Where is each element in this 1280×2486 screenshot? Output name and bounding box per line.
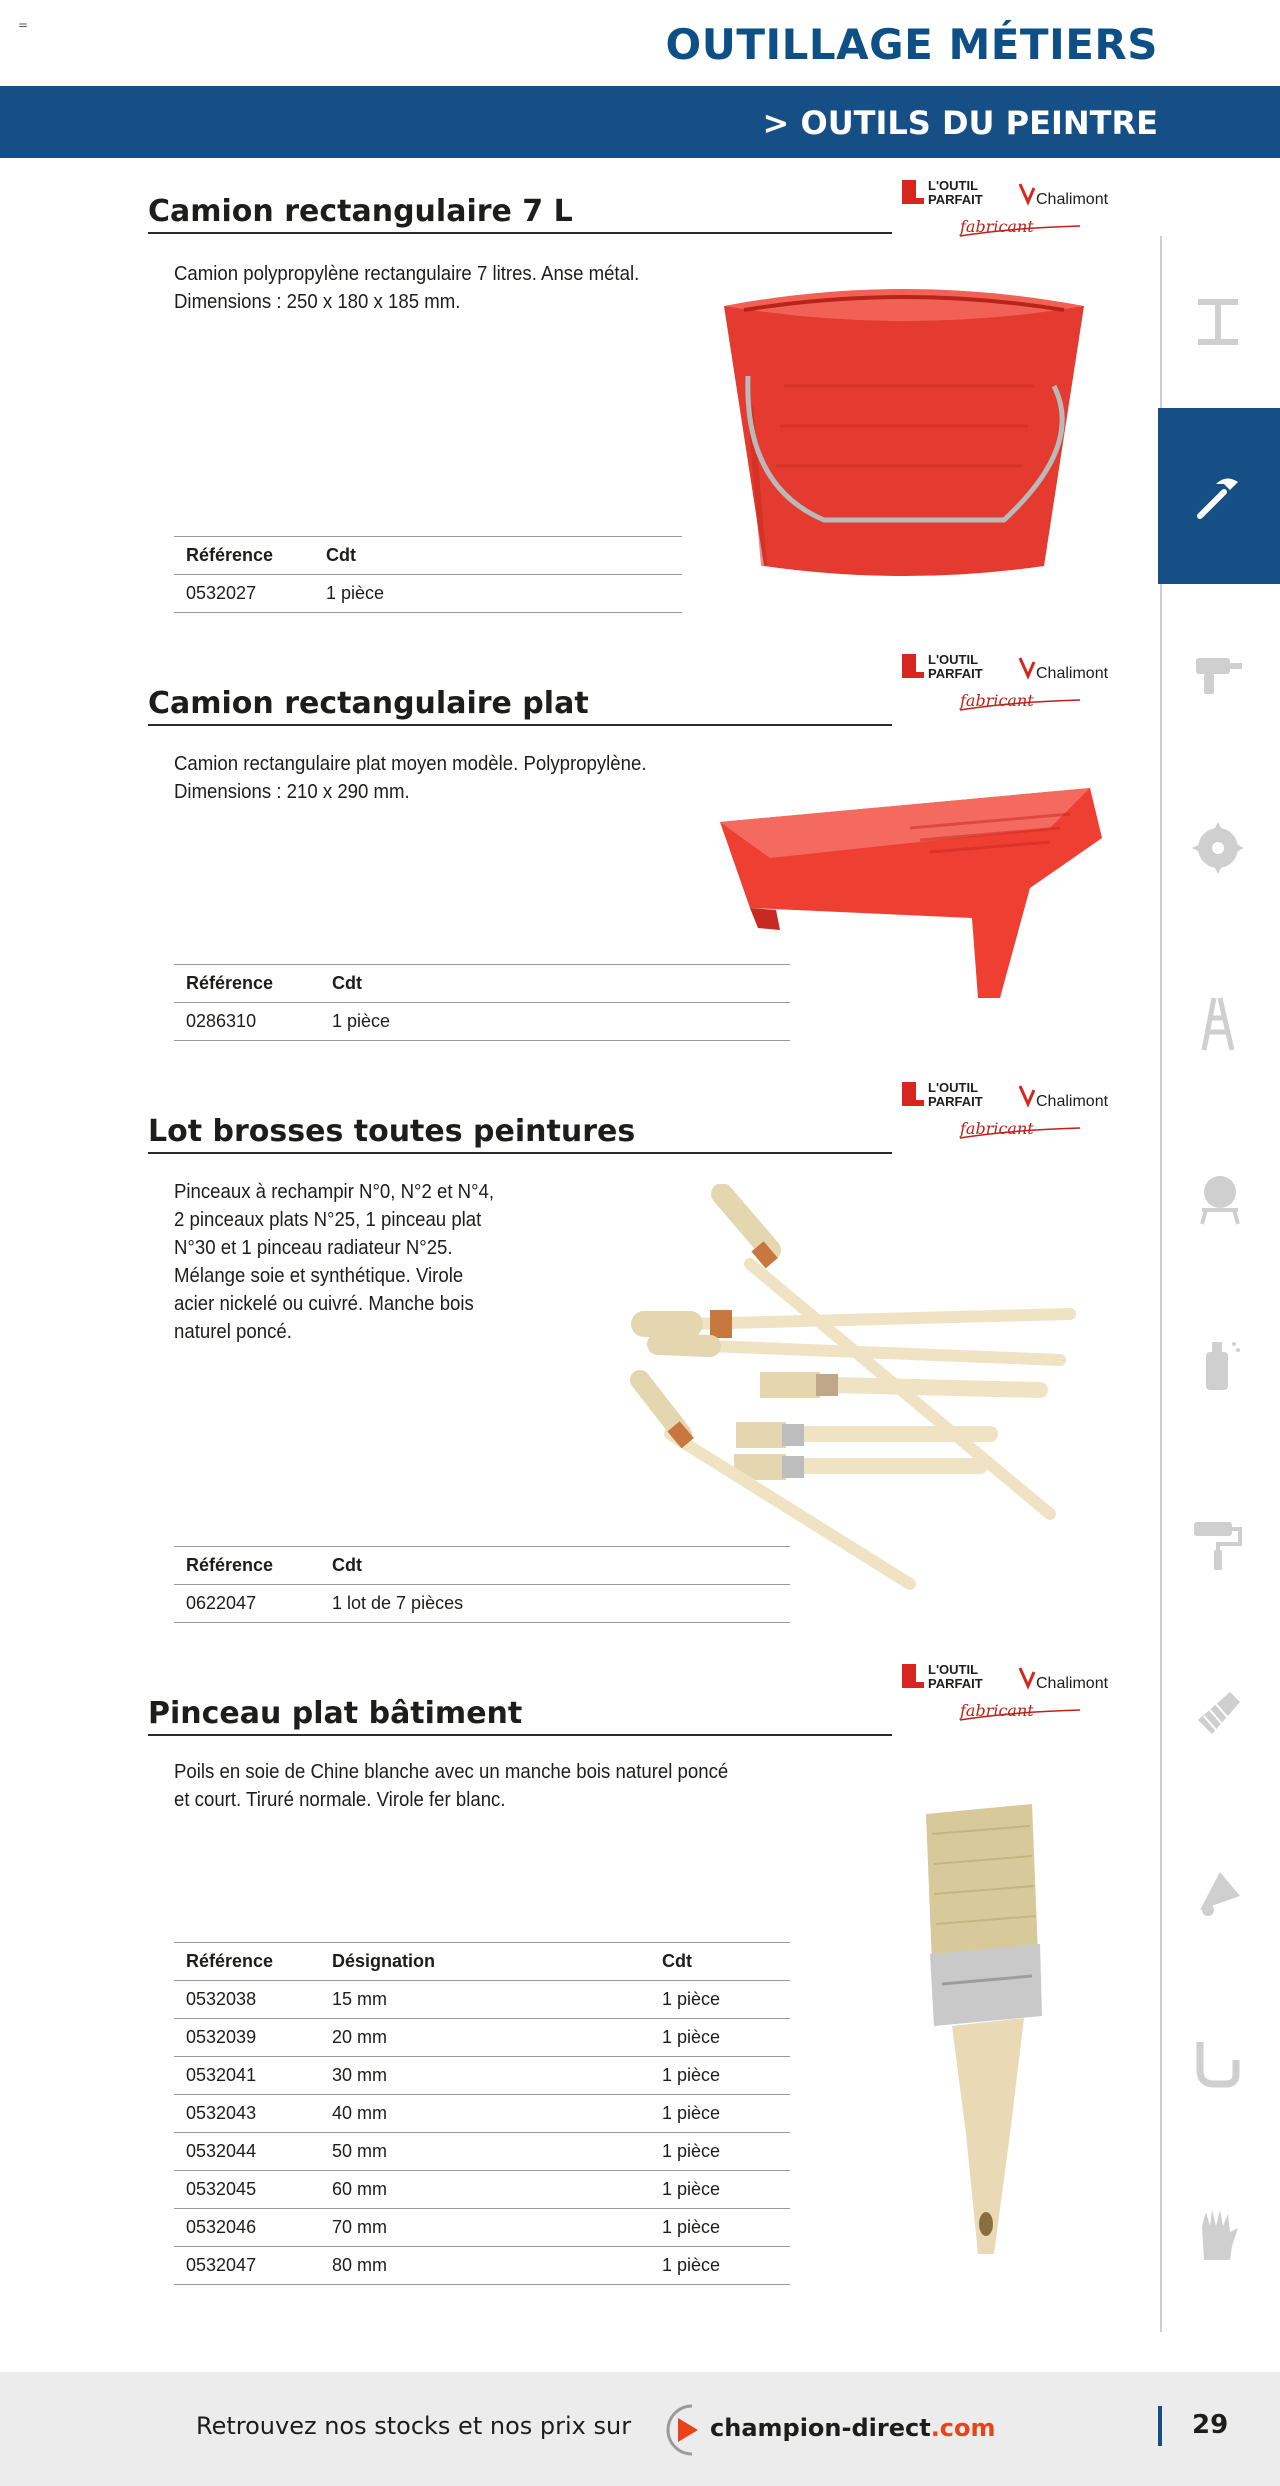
product-description: Camion rectangulaire plat moyen modèle. Polypropylène. Dimensions : 210 x 290 mm. xyxy=(174,753,647,803)
svg-text:L'OUTIL: L'OUTIL xyxy=(928,652,979,667)
svg-text:fabricant: fabricant xyxy=(960,691,1034,710)
svg-text:L'OUTIL: L'OUTIL xyxy=(928,1080,979,1095)
svg-text:fabricant: fabricant xyxy=(960,1119,1034,1138)
svg-text:Chalimont: Chalimont xyxy=(1036,191,1109,208)
flat-brush-image xyxy=(912,1804,1052,2264)
product-title: Camion rectangulaire 7 L xyxy=(148,194,573,229)
svg-text:L'OUTIL: L'OUTIL xyxy=(928,1662,979,1677)
table-header-row: Référence Cdt xyxy=(174,537,682,575)
hammer-icon[interactable] xyxy=(1190,468,1246,524)
table-row: 0532043 40 mm 1 pièce xyxy=(174,2095,790,2133)
product-title: Pinceau plat bâtiment xyxy=(148,1696,523,1731)
footer-text: Retrouvez nos stocks et nos prix sur xyxy=(196,2412,632,2440)
table-row: 0532041 30 mm 1 pièce xyxy=(174,2057,790,2095)
svg-text:fabricant: fabricant xyxy=(960,217,1034,236)
corner-mark: = xyxy=(18,18,29,32)
svg-text:Chalimont: Chalimont xyxy=(1036,1675,1109,1692)
svg-text:PARFAIT: PARFAIT xyxy=(928,1094,983,1109)
reference-table xyxy=(174,536,682,613)
svg-text:PARFAIT: PARFAIT xyxy=(928,1676,983,1691)
title-rule xyxy=(148,1734,892,1736)
table-header-row: Référence Cdt xyxy=(174,1547,790,1585)
reference-table xyxy=(174,964,790,1041)
cement-mixer-icon[interactable] xyxy=(1190,1170,1246,1226)
footer xyxy=(0,2372,1280,2486)
reference-table xyxy=(174,1546,790,1623)
section-title: > OUTILS DU PEINTRE xyxy=(762,104,1158,142)
table-row: 0532047 80 mm 1 pièce xyxy=(174,2247,790,2285)
pipe-icon[interactable] xyxy=(1190,2036,1246,2092)
product-lot-brosses xyxy=(0,1080,1160,1634)
table-row: 0532038 15 mm 1 pièce xyxy=(174,1981,790,2019)
product-description: Pinceaux à rechampir N°0, N°2 et N°4, 2 pinceaux plats N°25, 1 pinceau plat N°30 et 1 pinceau radiateur N°25. Mélange soie et synthétique. Virole acier nickelé ou cuivré. Manche bois naturel poncé. xyxy=(174,1181,495,1343)
product-title: Camion rectangulaire plat xyxy=(148,686,589,721)
beam-icon[interactable] xyxy=(1190,294,1246,350)
brand-logo-icon xyxy=(900,648,1140,728)
table-row: 0532027 1 pièce xyxy=(174,575,682,613)
title-rule xyxy=(148,1152,892,1154)
table-row: 0532039 20 mm 1 pièce xyxy=(174,2019,790,2057)
section-band xyxy=(0,86,1280,158)
product-camion-plat xyxy=(0,652,1160,1058)
svg-text:PARFAIT: PARFAIT xyxy=(928,192,983,207)
brand-logo-icon xyxy=(900,1658,1140,1738)
title-rule xyxy=(148,724,892,726)
product-pinceau-plat xyxy=(0,1662,1160,2316)
saw-blade-icon[interactable] xyxy=(1190,820,1246,876)
drill-icon[interactable] xyxy=(1190,646,1246,702)
footer-url: champion-direct.com xyxy=(710,2414,996,2442)
reference-table xyxy=(174,1942,790,2285)
screw-icon[interactable] xyxy=(1190,1686,1246,1742)
svg-text:Chalimont: Chalimont xyxy=(1036,665,1109,682)
champion-direct-link[interactable] xyxy=(662,2400,996,2460)
svg-text:fabricant: fabricant xyxy=(960,1701,1034,1720)
table-header-row: Référence Désignation Cdt xyxy=(174,1943,790,1981)
lamp-icon[interactable] xyxy=(1190,1862,1246,1918)
svg-text:PARFAIT: PARFAIT xyxy=(928,666,983,681)
page-separator xyxy=(1158,2406,1162,2446)
table-row: 0532045 60 mm 1 pièce xyxy=(174,2171,790,2209)
svg-text:Chalimont: Chalimont xyxy=(1036,1093,1109,1110)
product-camion-7l xyxy=(0,178,1160,630)
brand-logo-icon xyxy=(900,1076,1140,1156)
table-row: 0622047 1 lot de 7 pièces xyxy=(174,1585,790,1623)
paint-roller-icon[interactable] xyxy=(1190,1516,1246,1572)
brand-logo-icon xyxy=(900,174,1140,254)
title-rule xyxy=(148,232,892,234)
product-description: Poils en soie de Chine blanche avec un manche bois naturel poncé et court. Tiruré normale. Virole fer blanc. xyxy=(174,1761,729,1811)
product-title: Lot brosses toutes peintures xyxy=(148,1114,636,1149)
page-title: OUTILLAGE MÉTIERS xyxy=(665,20,1158,69)
glove-icon[interactable] xyxy=(1190,2206,1246,2262)
svg-text:L'OUTIL: L'OUTIL xyxy=(928,178,979,193)
product-description: Camion polypropylène rectangulaire 7 litres. Anse métal. Dimensions : 250 x 180 x 185 mm. xyxy=(174,263,640,313)
ladder-icon[interactable] xyxy=(1190,996,1246,1052)
table-header-row: Référence Cdt xyxy=(174,965,790,1003)
paint-bucket-image xyxy=(704,266,1104,606)
spray-can-icon[interactable] xyxy=(1190,1336,1246,1392)
page-number: 29 xyxy=(1192,2410,1229,2440)
table-row: 0532044 50 mm 1 pièce xyxy=(174,2133,790,2171)
table-row: 0532046 70 mm 1 pièce xyxy=(174,2209,790,2247)
brush-set-image xyxy=(630,1184,1130,1604)
table-row: 0286310 1 pièce xyxy=(174,1003,790,1041)
champion-direct-logo-icon xyxy=(662,2400,710,2460)
